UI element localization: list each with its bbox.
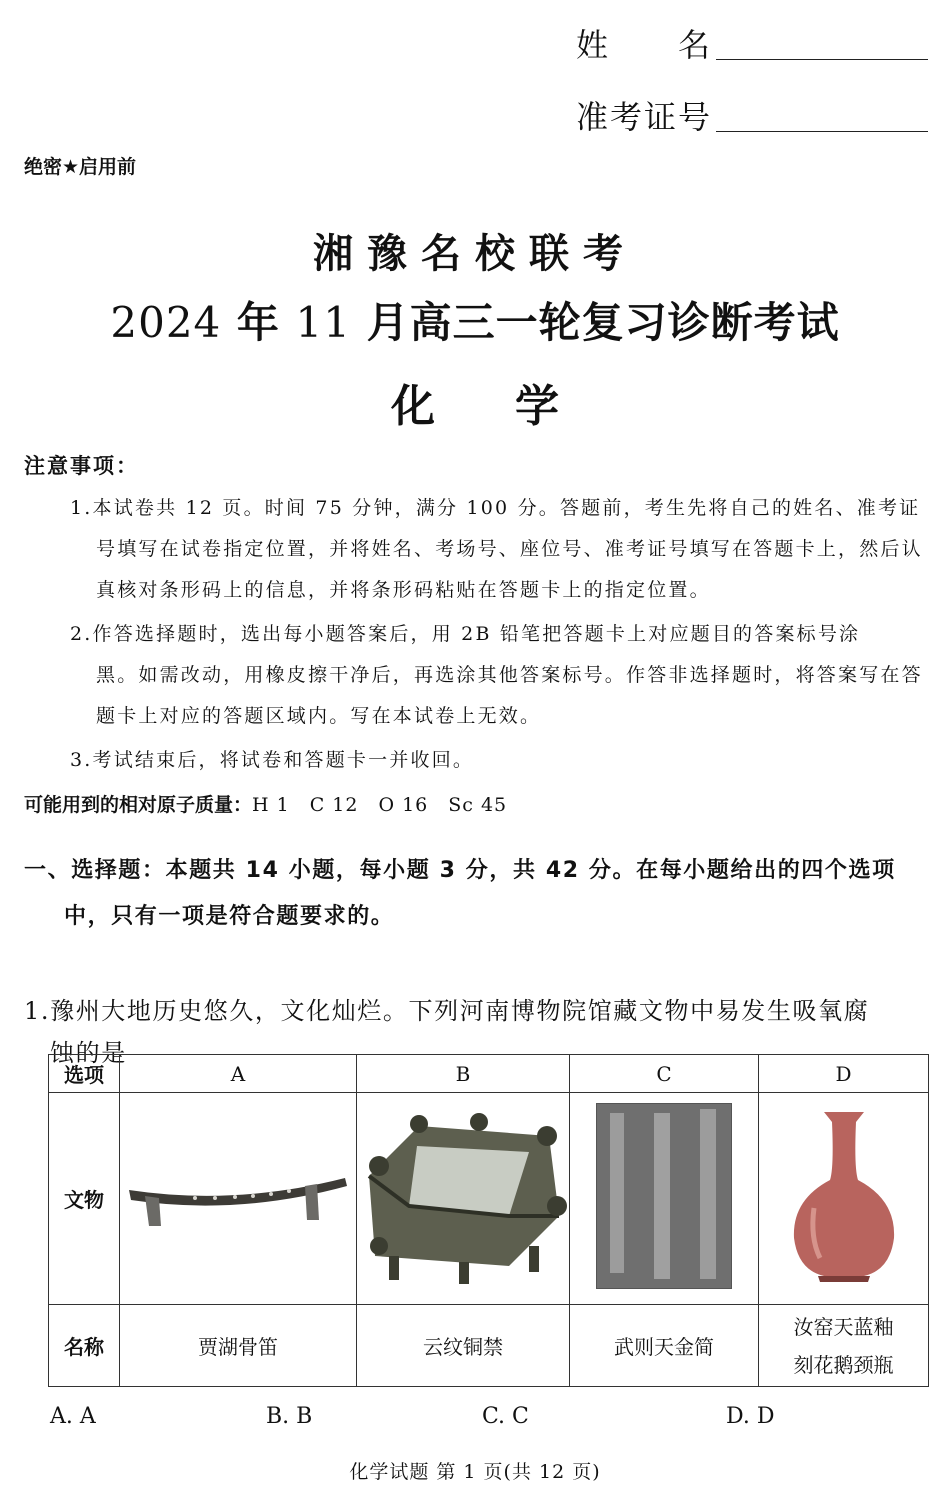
subject-title: 化学: [391, 381, 639, 432]
option-a-header: A: [120, 1055, 357, 1093]
secret-mark: 绝密★启用前: [24, 156, 137, 178]
name-label: 姓 名: [576, 26, 713, 64]
row-label-artifact: 文物: [49, 1093, 120, 1305]
exam-id-label: 准考证号: [576, 98, 713, 136]
exam-id-input-line[interactable]: [716, 131, 928, 132]
row-label-name: 名称: [49, 1305, 120, 1387]
page-footer: 化学试题 第 1 页(共 12 页): [349, 1461, 601, 1483]
exam-title: 湘豫名校联考: [313, 231, 637, 277]
notice-item-1: 1.本试卷共 12 页。时间 75 分钟，满分 100 分。答题前，考生先将自己的姓名、准考证 号填写在试卷指定位置，并将姓名、考场号、座位号、准考证号填写在答题卡上，然后认真核对条形码上的信息，并将条形码粘贴在答题卡上的指定位置。: [70, 497, 923, 601]
bronze-altar-cell: [357, 1093, 570, 1305]
table-row: [49, 1305, 929, 1387]
option-b-name: 云纹铜禁: [357, 1305, 570, 1387]
gold-slip-cell: [570, 1093, 759, 1305]
porcelain-vase-image: [784, 1108, 904, 1284]
gold-slip-image: [596, 1103, 732, 1289]
artifact-table: [48, 1054, 929, 1387]
notice-title: 注意事项：: [24, 454, 139, 478]
atomic-mass: 可能用到的相对原子质量：H 1 C 12 O 16 Sc 45: [24, 794, 508, 816]
table-row: [49, 1055, 929, 1093]
option-d-name: 汝窑天蓝釉 刻花鹅颈瓶: [759, 1305, 929, 1387]
choice-c[interactable]: C. C: [482, 1404, 529, 1429]
notice-item-3: 3.考试结束后，将试卷和答题卡一并收回。: [70, 749, 475, 771]
bronze-altar-image: [359, 1106, 567, 1286]
table-row: [49, 1093, 929, 1305]
question-1: 1.豫州大地历史悠久，文化灿烂。下列河南博物院馆藏文物中易发生吸氧腐 蚀的是: [24, 997, 870, 1067]
exam-subtitle: 2024 年 11 月高三一轮复习诊断考试: [110, 298, 840, 347]
section-1-heading: 一、选择题：本题共 14 小题，每小题 3 分，共 42 分。在每小题给出的四个选项 中，只有一项是符合题要求的。: [24, 858, 896, 929]
option-d-header: D: [759, 1055, 929, 1093]
choice-a[interactable]: A. A: [50, 1404, 96, 1429]
porcelain-vase-cell: [759, 1093, 929, 1305]
choice-b[interactable]: B. B: [266, 1404, 313, 1429]
option-c-header: C: [570, 1055, 759, 1093]
choice-d[interactable]: D. D: [726, 1404, 775, 1429]
bone-flute-image: [125, 1156, 351, 1236]
option-c-name: 武则天金简: [570, 1305, 759, 1387]
option-a-name: 贾湖骨笛: [120, 1305, 357, 1387]
row-label-option: 选项: [49, 1055, 120, 1093]
option-b-header: B: [357, 1055, 570, 1093]
name-input-line[interactable]: [716, 59, 928, 60]
notice-item-2: 2.作答选择题时，选出每小题答案后，用 2B 铅笔把答题卡上对应题目的答案标号涂 黑。如需改动，用橡皮擦干净后，再选涂其他答案标号。作答非选择题时，将答案写在答题卡上对应的答题区域内。写在本试卷上无效。: [70, 623, 923, 727]
bone-flute-cell: [120, 1093, 357, 1305]
